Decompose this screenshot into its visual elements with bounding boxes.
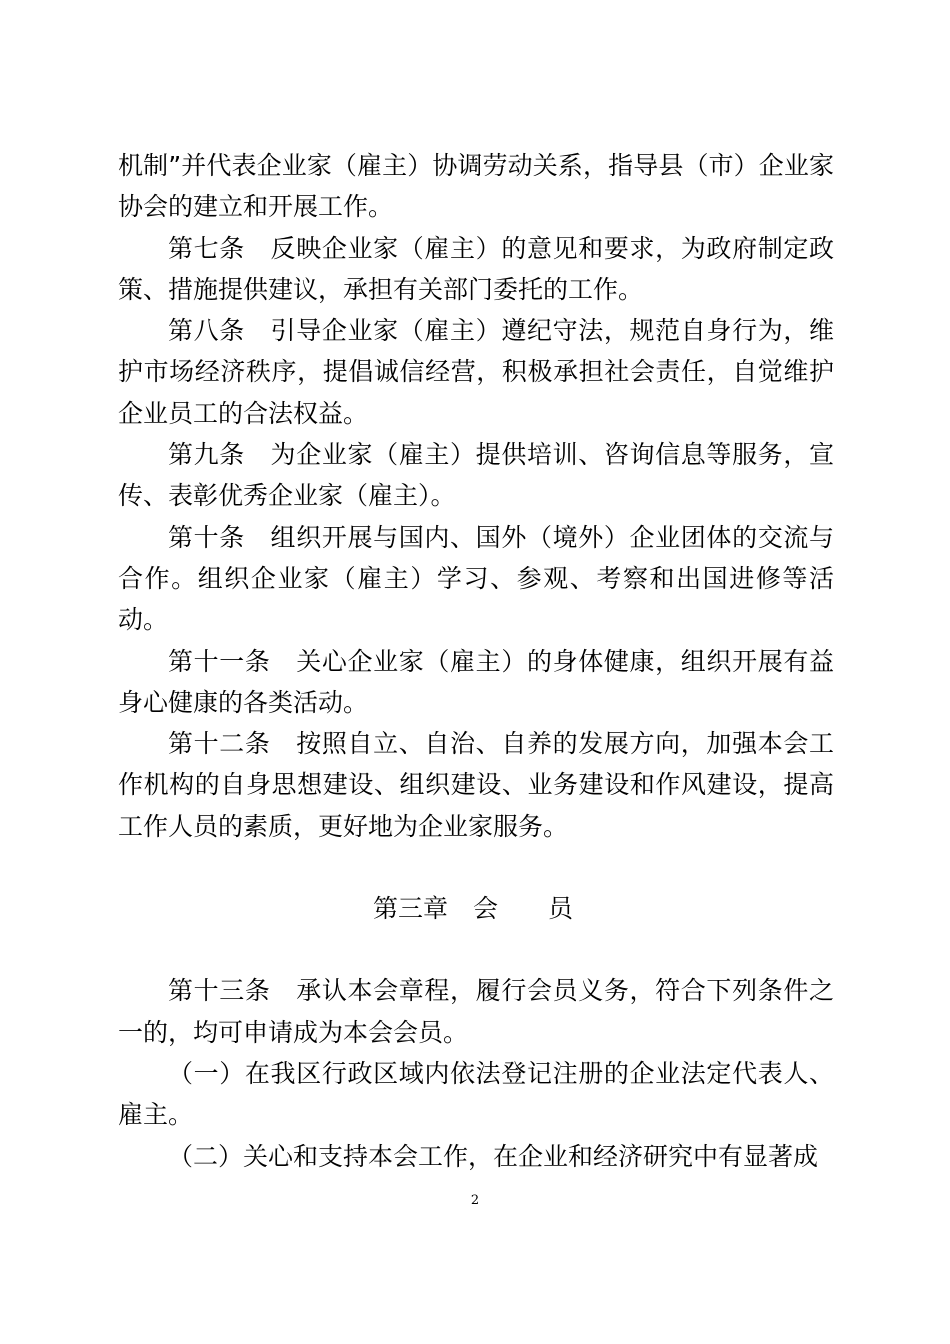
article-13-item-2: （二）关心和支持本会工作，在企业和经济研究中有显著成 — [168, 1141, 819, 1171]
page-number: 2 — [470, 1193, 480, 1208]
chapter-heading: 第三章 会 员 — [373, 894, 574, 924]
article-10: 第十条 组织开展与国内、国外（境外）企业团体的交流与合作。组织企业家（雇主）学习、参观、考察和出国进修等活动。 — [118, 522, 834, 635]
body-text — [118, 145, 834, 1177]
article-9: 第九条 为企业家（雇主）提供培训、咨询信息等服务，宣传、表彰优秀企业家（雇主）。 — [118, 440, 834, 511]
article-13-item-1: （一）在我区行政区域内依法登记注册的企业法定代表人、雇主。 — [118, 1058, 834, 1130]
paragraph-continuation: 机制”并代表企业家（雇主）协调劳动关系，指导县（市）企业家协会的建立和开展工作。 — [118, 151, 834, 222]
article-8: 第八条 引导企业家（雇主）遵纪守法，规范自身行为，维护市场经济秩序，提倡诚信经营，积极承担社会责任，自觉维护企业员工的合法权益。 — [118, 316, 834, 428]
article-12: 第十二条 按照自立、自治、自养的发展方向，加强本会工作机构的自身思想建设、组织建设、业务建设和作风建设，提高工作人员的素质，更好地为企业家服务。 — [118, 729, 834, 841]
article-7: 第七条 反映企业家（雇主）的意见和要求，为政府制定政策、措施提供建议，承担有关部门委托的工作。 — [118, 233, 834, 304]
article-13: 第十三条 承认本会章程，履行会员义务，符合下列条件之一的，均可申请成为本会会员。 — [118, 976, 834, 1047]
article-11: 第十一条 关心企业家（雇主）的身体健康，组织开展有益身心健康的各类活动。 — [118, 646, 834, 717]
